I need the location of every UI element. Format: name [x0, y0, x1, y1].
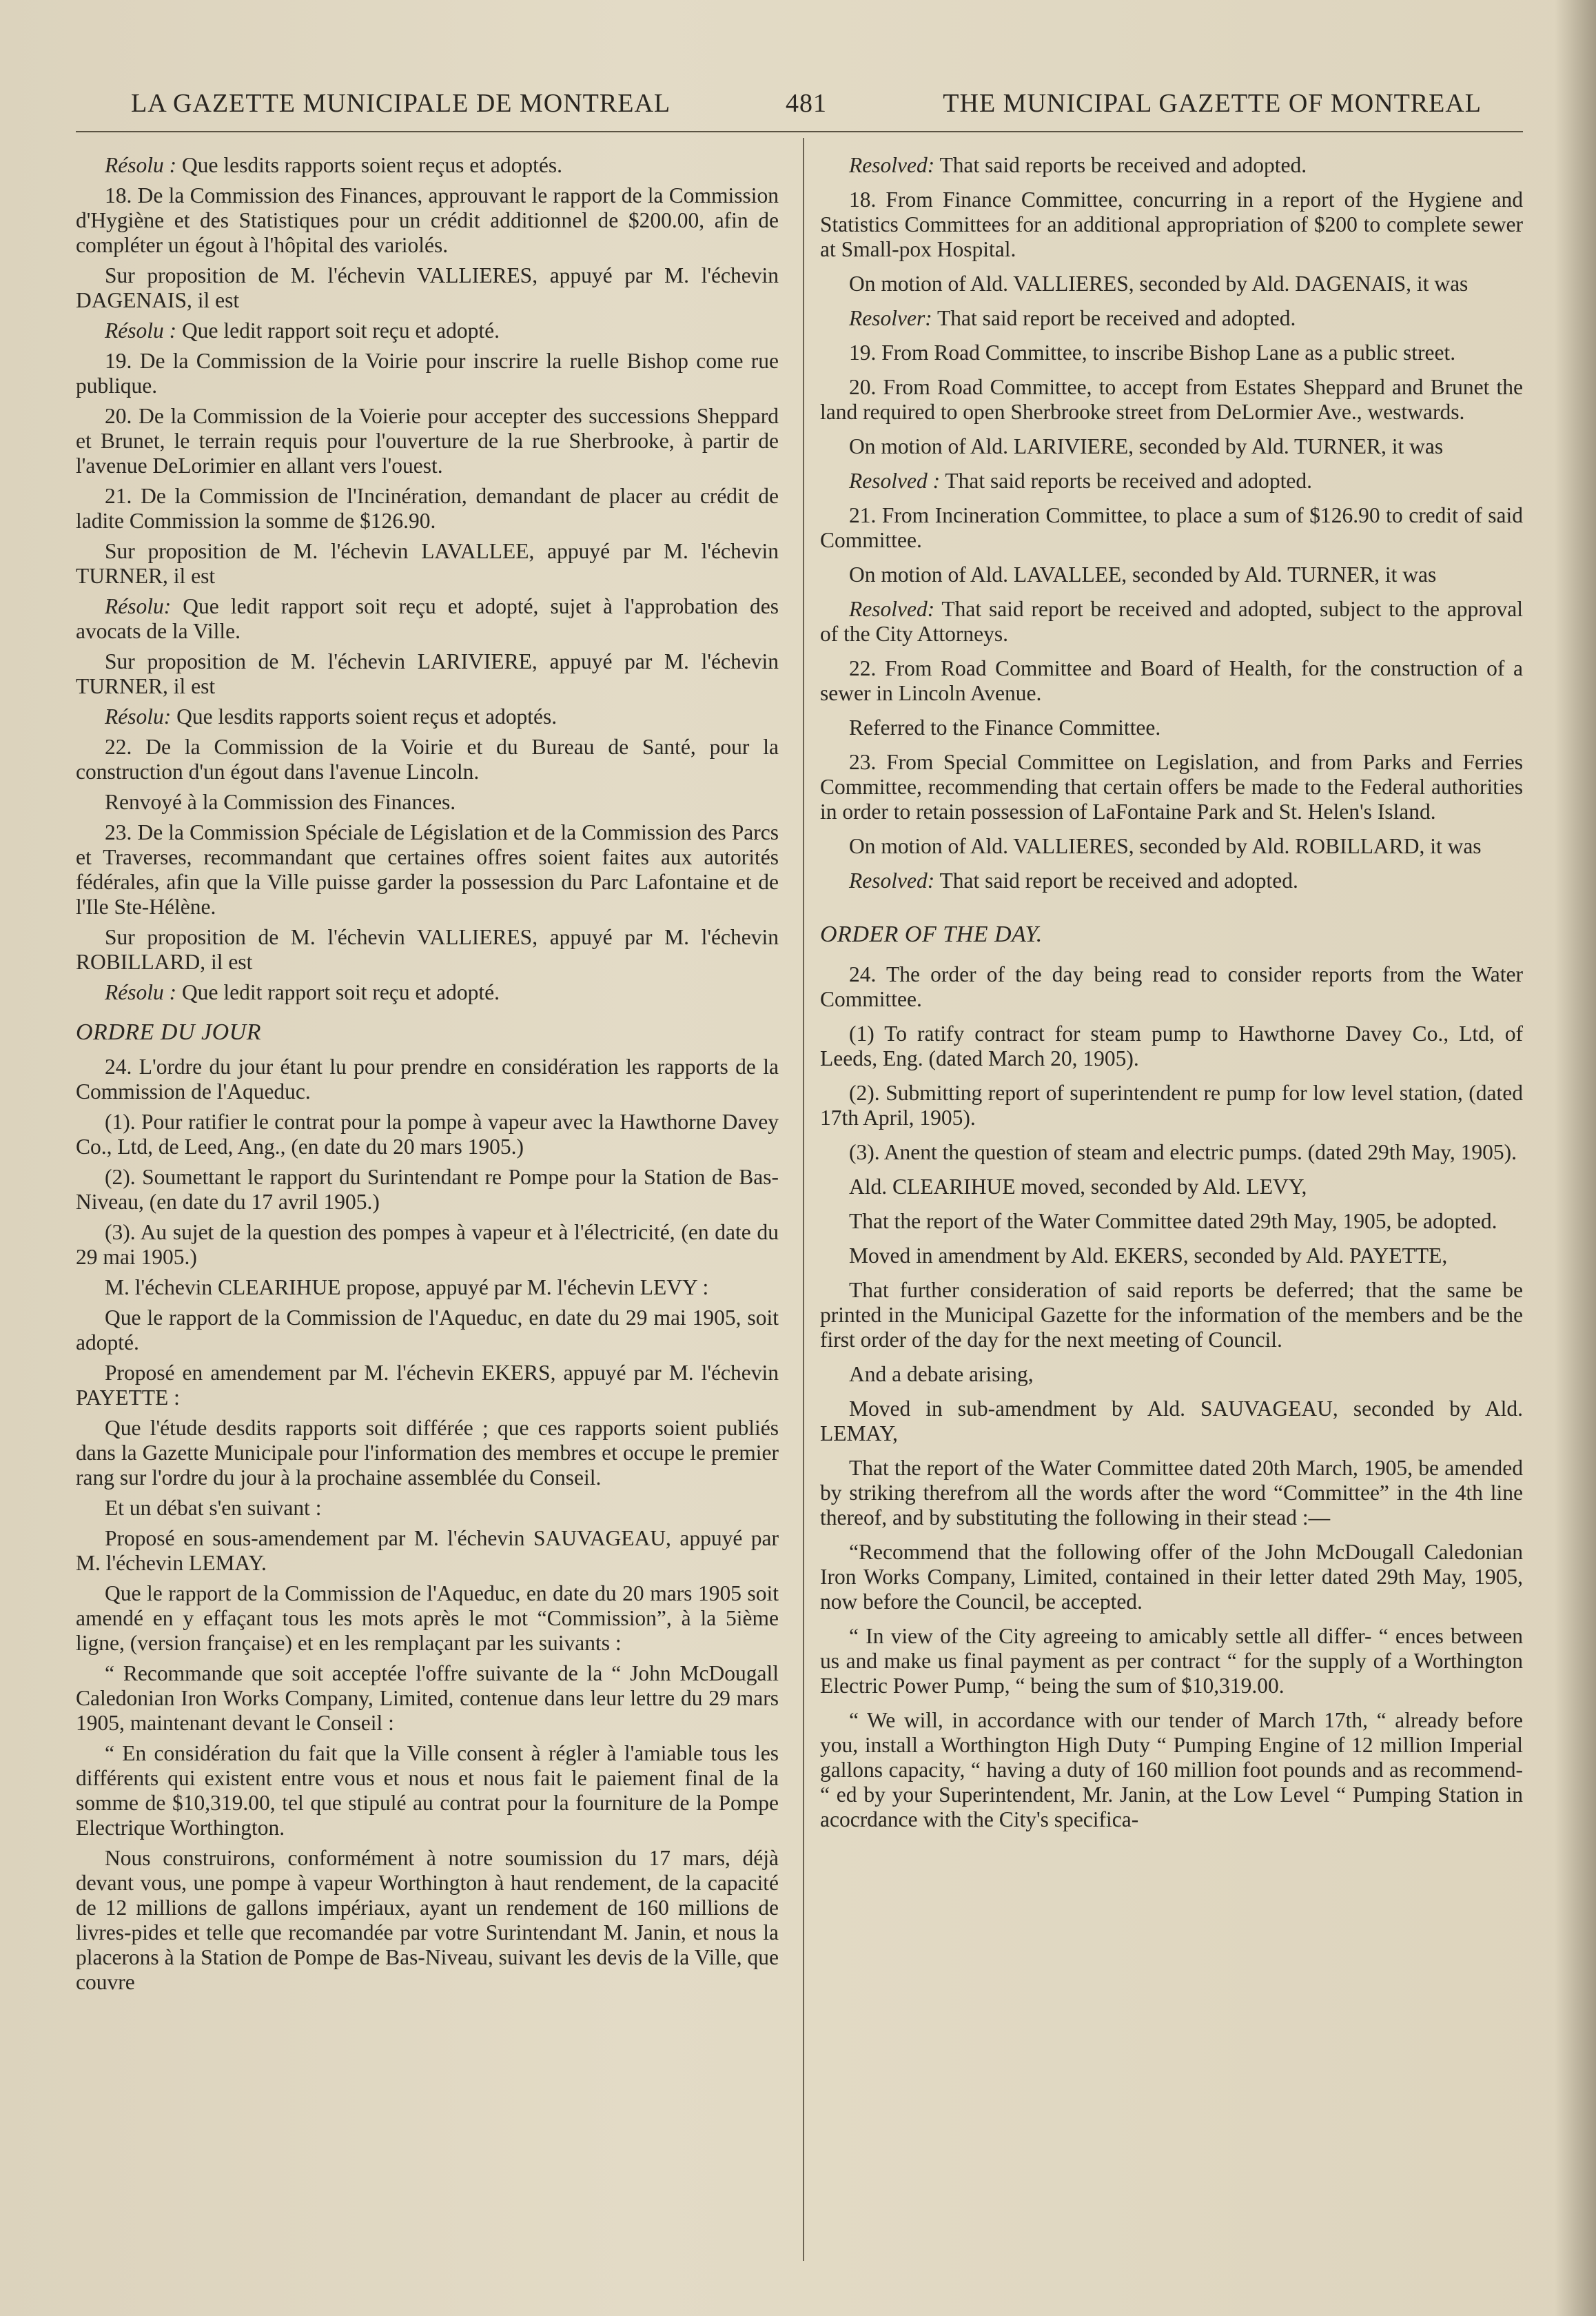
english-paragraph	[820, 868, 1523, 893]
french-paragraph	[76, 539, 779, 589]
english-paragraph	[820, 750, 1523, 824]
english-paragraph-text: 19. From Road Committee, to inscribe Bishop Lane as a public street.	[849, 341, 1456, 365]
french-paragraph	[76, 1846, 779, 1995]
french-paragraph	[76, 1055, 779, 1104]
english-paragraph	[820, 834, 1523, 859]
english-paragraph-text: Referred to the Finance Committee.	[849, 715, 1161, 740]
header-rule	[76, 131, 1523, 132]
french-paragraph-text: Que ledit rapport soit reçu et adopté, sujet à l'approbation des avocats de la Ville.	[76, 594, 779, 643]
french-paragraph-text: 18. De la Commission des Finances, approuvant le rapport de la Commission d'Hygiène et des Statistiques pour un crédit additionnel de $200.00, afin de compléter un égout à l'hôpital des variolés.	[76, 183, 779, 257]
french-paragraph	[76, 153, 779, 178]
english-paragraph	[820, 1624, 1523, 1698]
english-paragraph-text: 21. From Incineration Committee, to place a sum of $126.90 to credit of said Committee.	[820, 503, 1523, 552]
french-paragraph-text: Sur proposition de M. l'échevin LAVALLEE, appuyé par M. l'échevin TURNER, il est	[76, 539, 779, 588]
english-paragraph	[820, 1396, 1523, 1446]
french-paragraph-text: 20. De la Commission de la Voierie pour accepter des successions Sheppard et Brunet, le terrain requis pour l'ouverture de la rue Sherbrooke, à partir de l'avenue DeLorimier en allant vers l'ouest.	[76, 404, 779, 478]
french-paragraph-text: (2). Soumettant le rapport du Surintendant re Pompe pour la Station de Bas-Niveau, (en date du 17 avril 1905.)	[76, 1165, 779, 1214]
english-paragraph-text: That said reports be received and adopted.	[940, 469, 1313, 493]
french-paragraph	[76, 1306, 779, 1355]
french-paragraph-text: Sur proposition de M. l'échevin LARIVIERE, appuyé par M. l'échevin TURNER, il est	[76, 649, 779, 698]
french-paragraph-text: Que le rapport de la Commission de l'Aqueduc, en date du 20 mars 1905 soit amendé en y effaçant tous les mots après le mot “Commission”, à la 5ième ligne, (version française) et en les remplaçant par les suivants :	[76, 1581, 779, 1655]
english-paragraph	[820, 469, 1523, 494]
english-paragraph	[820, 1540, 1523, 1614]
french-resolution-lead: Résolu:	[105, 704, 172, 729]
english-paragraph-text: Moved in sub-amendment by Ald. SAUVAGEAU, seconded by Ald. LEMAY,	[820, 1396, 1523, 1445]
french-paragraph	[76, 1581, 779, 1656]
english-paragraph-text: 23. From Special Committee on Legislation, and from Parks and Ferries Committee, recommending that certain offers be made to the Federal authorities in order to retain possession of LaFontaine Park and St. Helen's Island.	[820, 750, 1523, 824]
english-paragraph-text: (1) To ratify contract for steam pump to Hawthorne Davey Co., Ltd, of Leeds, Eng. (dated March 20, 1905).	[820, 1022, 1523, 1070]
english-paragraph-text: That said report be received and adopted.	[934, 868, 1298, 893]
english-paragraph-text: 20. From Road Committee, to accept from Estates Sheppard and Brunet the land required to open Sherbrooke street from DeLormier Ave., westwards.	[820, 375, 1523, 424]
french-paragraph	[76, 1165, 779, 1215]
header-english-title: THE MUNICIPAL GAZETTE OF MONTREAL	[943, 89, 1482, 118]
french-paragraph	[76, 1275, 779, 1300]
english-paragraph-text: Ald. CLEARIHUE moved, seconded by Ald. LEVY,	[849, 1175, 1307, 1199]
french-paragraph	[76, 263, 779, 313]
french-paragraph-text: Et un débat s'en suivant :	[105, 1496, 322, 1520]
english-resolution-lead: Resolved:	[849, 153, 935, 177]
english-paragraph	[820, 1140, 1523, 1165]
english-paragraph	[820, 1175, 1523, 1199]
english-paragraph-text: Moved in amendment by Ald. EKERS, seconded by Ald. PAYETTE,	[849, 1243, 1448, 1268]
french-paragraph-text: “ En considération du fait que la Ville consent à régler à l'amiable tous les différents qui existent entre vous et nous et nous fait le paiement final de la somme de $10,319.00, tel que stipulé au contrat pour la fourniture de la Pompe Electrique Worthington.	[76, 1741, 779, 1840]
french-paragraph-text: Que ledit rapport soit reçu et adopté.	[176, 318, 500, 343]
french-resolution-lead: Résolu :	[105, 153, 177, 177]
english-paragraph	[820, 1456, 1523, 1530]
english-paragraph-text: 24. The order of the day being read to consider reports from the Water Committee.	[820, 962, 1523, 1011]
english-paragraph-text: That the report of the Water Committee dated 29th May, 1905, be adopted.	[849, 1209, 1497, 1233]
french-column	[76, 153, 779, 2000]
english-paragraph	[820, 272, 1523, 296]
english-resolution-lead: Resolver:	[849, 306, 932, 330]
english-paragraph-text: “ We will, in accordance with our tender of March 17th, “ already before you, install a Worthington High Duty “ Pumping Engine of 12 million Imperial gallons capacity, “ having a duty of 160 million foot pounds and as recommend- “ ed by your Superintendent, Mr. Janin, at the Low Level “ Pumping Station in acocrdance with the City's specifica-	[820, 1708, 1523, 1831]
french-paragraph	[76, 1526, 779, 1576]
french-paragraph	[76, 735, 779, 784]
french-paragraph-text: 19. De la Commission de la Voirie pour inscrire la ruelle Bishop come rue publique.	[76, 349, 779, 398]
english-paragraph-text: On motion of Ald. VALLIERES, seconded by Ald. DAGENAIS, it was	[849, 272, 1469, 296]
english-paragraph	[820, 503, 1523, 553]
french-paragraph-text: 21. De la Commission de l'Incinération, demandant de placer au crédit de ladite Commission la somme de $126.90.	[76, 484, 779, 533]
french-paragraph	[76, 1220, 779, 1270]
french-resolution-lead: Résolu :	[105, 980, 177, 1004]
english-paragraph	[820, 597, 1523, 647]
english-paragraph-text: And a debate arising,	[849, 1362, 1034, 1386]
french-paragraph	[76, 404, 779, 478]
english-paragraph	[820, 1081, 1523, 1130]
french-paragraph	[76, 183, 779, 258]
french-resolution-lead: Résolu :	[105, 318, 177, 343]
french-paragraph	[76, 925, 779, 975]
page-edge-shadow	[1555, 0, 1596, 2316]
page-header	[131, 88, 1482, 130]
french-resolution-lead: Résolu:	[105, 594, 172, 618]
french-paragraph-text: Nous construirons, conformément à notre soumission du 17 mars, déjà devant vous, une pompe à vapeur Worthington à haut rendement, de la capacité de 12 millions de gallons impériaux, ayant un rendement de 160 millions de livres-pides et telle que recomandée par votre Surintendant M. Janin, et nous la placerons à la Station de Pompe de Bas-Niveau, suivant les devis de la Ville, que couvre	[76, 1846, 779, 1994]
french-paragraph-text: Que l'étude desdits rapports soit différée ; que ces rapports soient publiés dans la Gazette Municipale pour l'information des membres et occupe le premier rang sur l'ordre du jour à la prochaine assemblée du Conseil.	[76, 1416, 779, 1490]
french-paragraph	[76, 318, 779, 343]
english-paragraph-text: That the report of the Water Committee dated 20th March, 1905, be amended by striking therefrom all the words after the word “Committee” in the 4th line thereof, and by substituting the following in their stead :—	[820, 1456, 1523, 1530]
english-paragraph-text: That said report be received and adopted.	[932, 306, 1296, 330]
french-paragraph	[76, 1496, 779, 1521]
english-paragraph	[820, 341, 1523, 365]
english-paragraph-text: That further consideration of said reports be deferred; that the same be printed in the Municipal Gazette for the information of the members and be the first order of the day for the next meeting of Council.	[820, 1278, 1523, 1352]
french-paragraph-text: Sur proposition de M. l'échevin VALLIERES, appuyé par M. l'échevin ROBILLARD, il est	[76, 925, 779, 974]
french-paragraph-text: Proposé en amendement par M. l'échevin EKERS, appuyé par M. l'échevin PAYETTE :	[76, 1361, 779, 1410]
english-paragraph	[820, 1278, 1523, 1352]
english-paragraph	[820, 434, 1523, 459]
english-paragraph-text: That said reports be received and adopted.	[934, 153, 1307, 177]
french-paragraph	[76, 980, 779, 1005]
english-paragraph	[820, 1708, 1523, 1832]
french-paragraph	[76, 349, 779, 398]
french-paragraph-text: 23. De la Commission Spéciale de Législation et de la Commission des Parcs et Traverses, recommandant que certaines offres soient faites aux autorités fédérales, afin que la Ville puisse garder la possession du Parc Lafontaine et de l'Ile Ste-Hélène.	[76, 820, 779, 919]
english-paragraph	[820, 306, 1523, 331]
english-paragraph-text: On motion of Ald. VALLIERES, seconded by Ald. ROBILLARD, it was	[849, 834, 1482, 858]
english-paragraph	[820, 715, 1523, 740]
french-paragraph	[76, 704, 779, 729]
french-paragraph-text: Renvoyé à la Commission des Finances.	[105, 790, 456, 814]
french-paragraph	[76, 1110, 779, 1159]
english-paragraph	[820, 1022, 1523, 1071]
french-paragraph-text: Sur proposition de M. l'échevin VALLIERES, appuyé par M. l'échevin DAGENAIS, il est	[76, 263, 779, 312]
french-paragraph-text: Que lesdits rapports soient reçus et adoptés.	[171, 704, 557, 729]
french-paragraph	[76, 1741, 779, 1840]
french-paragraph-text: “ Recommande que soit acceptée l'offre suivante de la “ John McDougall Caledonian Iron Works Company, Limited, contenue dans leur lettre du 29 mars 1905, maintenant devant le Conseil :	[76, 1661, 779, 1735]
english-paragraph-text: “Recommend that the following offer of the John McDougall Caledonian Iron Works Company, Limited, contained in their letter dated 29th May, 1905, now before the Council, be accepted.	[820, 1540, 1523, 1614]
english-paragraph	[820, 656, 1523, 706]
english-paragraph	[820, 187, 1523, 262]
english-paragraph-text: On motion of Ald. LARIVIERE, seconded by Ald. TURNER, it was	[849, 434, 1444, 458]
english-paragraph-text: That said report be received and adopted, subject to the approval of the City Attorneys.	[820, 597, 1523, 646]
french-paragraph	[76, 1416, 779, 1490]
english-paragraph-text: (2). Submitting report of superintendent re pump for low level station, (dated 17th April, 1905).	[820, 1081, 1523, 1130]
english-paragraph	[820, 962, 1523, 1012]
english-resolution-lead: Resolved:	[849, 868, 935, 893]
french-paragraph	[76, 1661, 779, 1736]
english-paragraph-text: “ In view of the City agreeing to amicably settle all differ- “ ences between us and make us final payment as per contract “ for the supply of a Worthington Electric Power Pump, “ being the sum of $10,319.00.	[820, 1624, 1523, 1698]
english-resolution-lead: Resolved:	[849, 597, 935, 621]
french-paragraph-text: Proposé en sous-amendement par M. l'échevin SAUVAGEAU, appuyé par M. l'échevin LEMAY.	[76, 1526, 779, 1575]
french-paragraph	[76, 790, 779, 815]
french-paragraph-text: 22. De la Commission de la Voirie et du Bureau de Santé, pour la construction d'un égout dans l'avenue Lincoln.	[76, 735, 779, 784]
french-paragraph-text: (1). Pour ratifier le contrat pour la pompe à vapeur avec la Hawthorne Davey Co., Ltd, de Leed, Ang., (en date du 20 mars 1905.)	[76, 1110, 779, 1159]
column-divider	[803, 138, 804, 2261]
english-paragraph-text: On motion of Ald. LAVALLEE, seconded by Ald. TURNER, it was	[849, 562, 1437, 587]
french-section-heading: ORDRE DU JOUR	[76, 1019, 261, 1045]
english-paragraph-text: (3). Anent the question of steam and electric pumps. (dated 29th May, 1905).	[849, 1140, 1517, 1164]
english-paragraph	[820, 1362, 1523, 1387]
french-paragraph	[76, 820, 779, 920]
french-paragraph-text: 24. L'ordre du jour étant lu pour prendre en considération les rapports de la Commission de l'Aqueduc.	[76, 1055, 779, 1104]
english-paragraph	[820, 1209, 1523, 1234]
french-paragraph	[76, 594, 779, 644]
french-paragraph-text: M. l'échevin CLEARIHUE propose, appuyé par M. l'échevin LEVY :	[105, 1275, 709, 1299]
english-resolution-lead: Resolved :	[849, 469, 941, 493]
french-paragraph-text: Que lesdits rapports soient reçus et adoptés.	[176, 153, 562, 177]
english-paragraph	[820, 153, 1523, 178]
page-number: 481	[786, 89, 827, 118]
english-paragraph	[820, 375, 1523, 425]
header-french-title: LA GAZETTE MUNICIPALE DE MONTREAL	[131, 89, 671, 118]
english-paragraph	[820, 562, 1523, 587]
french-paragraph-text: Que ledit rapport soit reçu et adopté.	[176, 980, 500, 1004]
english-column	[820, 153, 1523, 1842]
french-paragraph	[76, 649, 779, 699]
french-paragraph-text: Que le rapport de la Commission de l'Aqueduc, en date du 29 mai 1905, soit adopté.	[76, 1306, 779, 1354]
french-paragraph-text: (3). Au sujet de la question des pompes à vapeur et à l'électricité, (en date du 29 mai 1905.)	[76, 1220, 779, 1269]
english-paragraph	[820, 1243, 1523, 1268]
french-paragraph	[76, 484, 779, 534]
english-paragraph-text: 18. From Finance Committee, concurring in a report of the Hygiene and Statistics Committees for an additional appropriation of $200 to complete sewer at Small-pox Hospital.	[820, 187, 1523, 261]
english-paragraph-text: 22. From Road Committee and Board of Health, for the construction of a sewer in Lincoln Avenue.	[820, 656, 1523, 705]
french-paragraph	[76, 1361, 779, 1410]
english-section-heading: ORDER OF THE DAY.	[820, 922, 1043, 947]
